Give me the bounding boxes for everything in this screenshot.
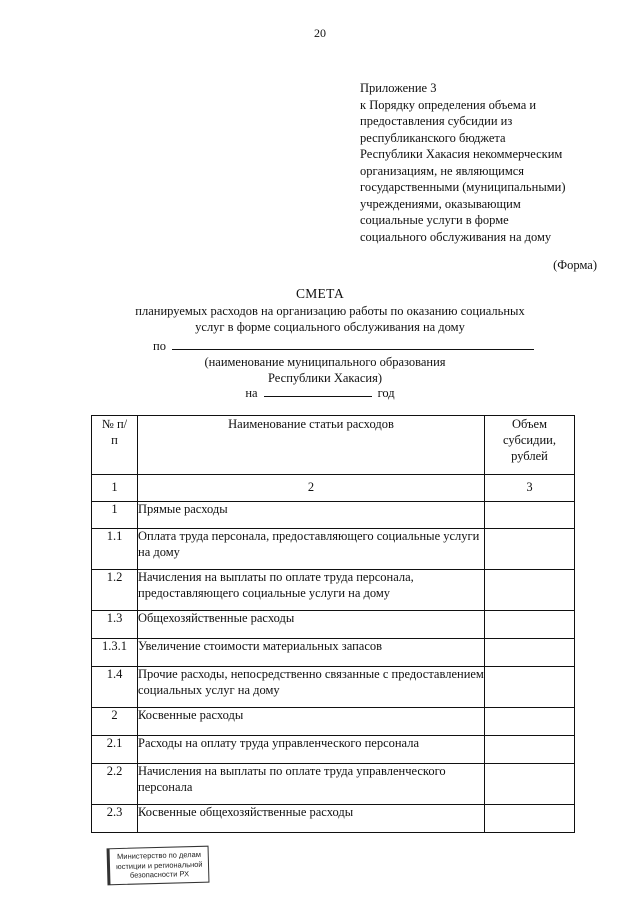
year-suffix: год [377,386,395,400]
stamp-line: юстиции и региональной [115,859,203,871]
appendix-line: государственными (муниципальными) [360,180,566,194]
index-cell: 3 [485,475,575,502]
row-number: 2 [92,708,138,736]
row-expense-name: Прочие расходы, непосредственно связанные с предоставлением социальных услуг на дому [138,667,485,708]
row-number: 1.4 [92,667,138,708]
row-subsidy-value [485,529,575,570]
stamp-line: безопасности РХ [129,869,190,880]
row-subsidy-value [485,805,575,833]
table-row [92,667,575,708]
table-row [92,611,575,639]
municipality-note-line: (наименование муниципального образования [204,355,446,369]
row-subsidy-value [485,639,575,667]
year-fill-line [0,386,640,401]
form-label: (Форма) [553,258,597,272]
document-title: СМЕТА [295,286,345,301]
row-number: 1.3.1 [92,639,138,667]
estimate-table [91,415,575,833]
appendix-line: учреждениями, оказывающим [360,196,521,211]
table-row [92,570,575,611]
table-row [92,639,575,667]
index-cell: 2 [138,475,485,502]
row-subsidy-value [485,764,575,805]
row-expense-name: Прямые расходы [138,502,485,529]
header-sum: Объем субсидии, рублей [485,416,575,475]
row-subsidy-value [485,708,575,736]
header-name: Наименование статьи расходов [138,416,485,475]
row-expense-name: Косвенные расходы [138,708,485,736]
appendix-line: социальные услуги в форме [360,213,509,227]
row-expense-name: Начисления на выплаты по оплате труда управленческого персонала [138,764,485,805]
table-row [92,764,575,805]
appendix-line: предоставления субсидии из [360,114,513,128]
document-subtitle [100,303,560,335]
row-number: 2.3 [92,805,138,833]
subtitle-line: планируемых расходов на организацию работы по оказанию социальных [135,304,525,318]
index-cell: 1 [92,475,138,502]
row-expense-name: Начисления на выплаты по оплате труда персонала, предоставляющего социальные услуги на дому [138,570,485,611]
appendix-line: Республики Хакасия некоммерческим [360,147,563,161]
row-expense-name: Оплата труда персонала, предоставляющего социальные услуги на дому [138,529,485,570]
subtitle-line: услуг в форме социального обслуживания на дому [195,320,465,334]
row-number: 1.1 [92,529,138,570]
appendix-line: социального обслуживания на дому [360,229,552,244]
row-subsidy-value [485,570,575,611]
stamp-line: Министерство по делам [116,849,202,862]
appendix-line: республиканского бюджета [360,130,506,145]
row-expense-name: Общехозяйственные расходы [138,611,485,639]
row-expense-name: Увеличение стоимости материальных запасов [138,639,485,667]
index-row [92,475,575,502]
year-prefix: на [245,386,258,400]
row-number: 1 [92,502,138,529]
row-number: 1.2 [92,570,138,611]
table-row [92,502,575,529]
page-number: 20 [314,26,326,40]
municipality-note [160,354,490,386]
municipality-note-line: Республики Хакасия) [268,371,382,385]
table-row [92,708,575,736]
municipality-fill-line [153,339,553,354]
row-number: 1.3 [92,611,138,639]
row-subsidy-value [485,736,575,764]
row-subsidy-value [485,611,575,639]
table-header-row [92,416,575,475]
appendix-line: организациям, не являющимся [360,163,525,178]
row-expense-name: Косвенные общехозяйственные расходы [138,805,485,833]
appendix-line: к Порядку определения объема и [360,97,537,112]
table-row [92,529,575,570]
row-number: 2.2 [92,764,138,805]
row-subsidy-value [485,502,575,529]
row-expense-name: Расходы на оплату труда управленческого персонала [138,736,485,764]
table-row [92,736,575,764]
year-blank [264,386,372,397]
po-label: по [153,339,166,353]
header-num: № п/п [92,416,138,475]
ministry-stamp [107,846,209,885]
appendix-line: Приложение 3 [360,81,437,95]
appendix-block [360,80,630,245]
row-subsidy-value [485,667,575,708]
row-number: 2.1 [92,736,138,764]
table-row [92,805,575,833]
municipality-blank [172,339,534,350]
